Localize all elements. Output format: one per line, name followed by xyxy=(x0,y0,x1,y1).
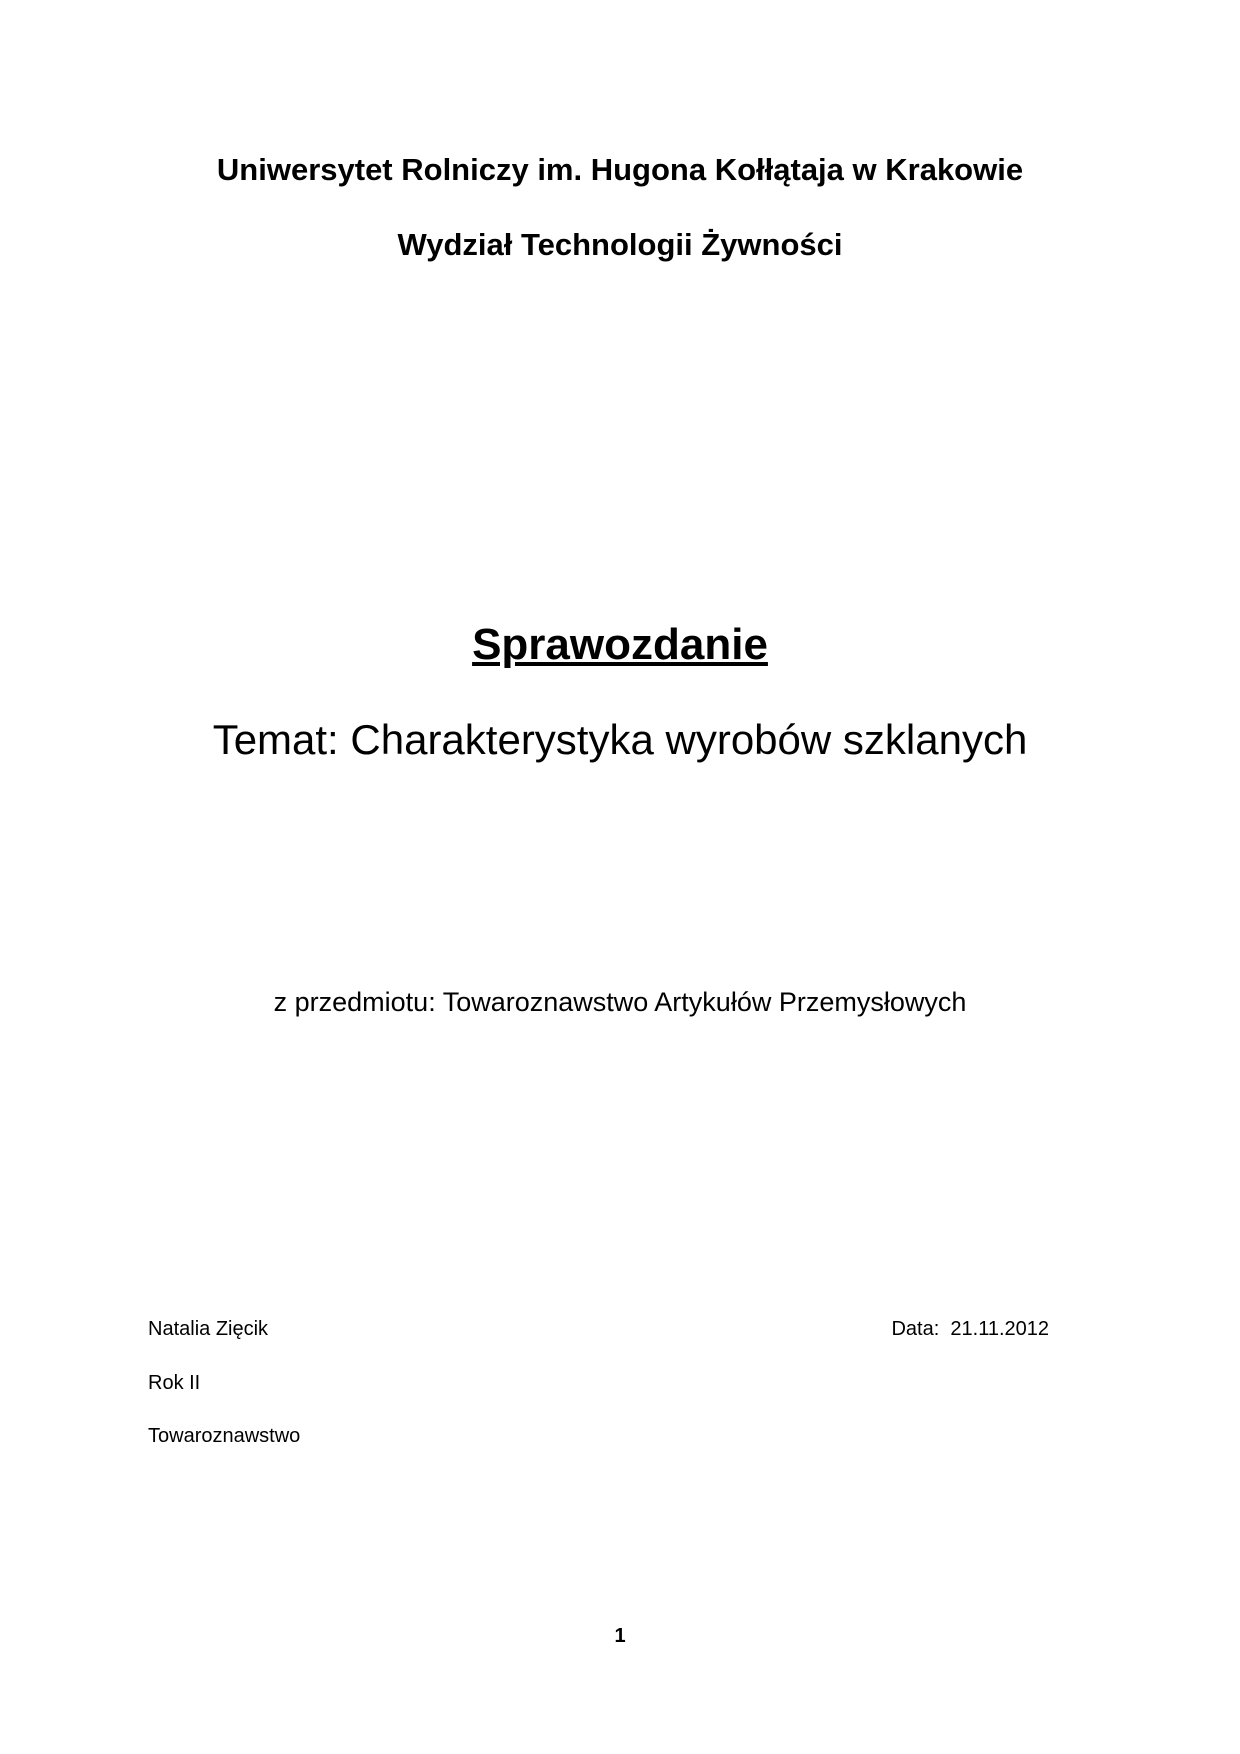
subject-line: z przedmiotu: Towaroznawstwo Artykułów Przemysłowych xyxy=(273,987,967,1017)
university-name: Uniwersytet Rolniczy im. Hugona Kołłątaja w Krakowie xyxy=(216,152,1024,187)
document-title: Sprawozdanie xyxy=(472,620,768,669)
document-topic: Temat: Charakterystyka wyrobów szklanych xyxy=(212,716,1028,763)
page-number: 1 xyxy=(614,1625,626,1647)
study-year: Rok II xyxy=(148,1372,201,1394)
faculty-name: Wydział Technologii Żywności xyxy=(397,227,843,262)
author-name: Natalia Zięcik xyxy=(148,1318,269,1340)
field-of-study: Towaroznawstwo xyxy=(148,1425,301,1447)
report-date: Data: 21.11.2012 xyxy=(891,1318,1049,1340)
